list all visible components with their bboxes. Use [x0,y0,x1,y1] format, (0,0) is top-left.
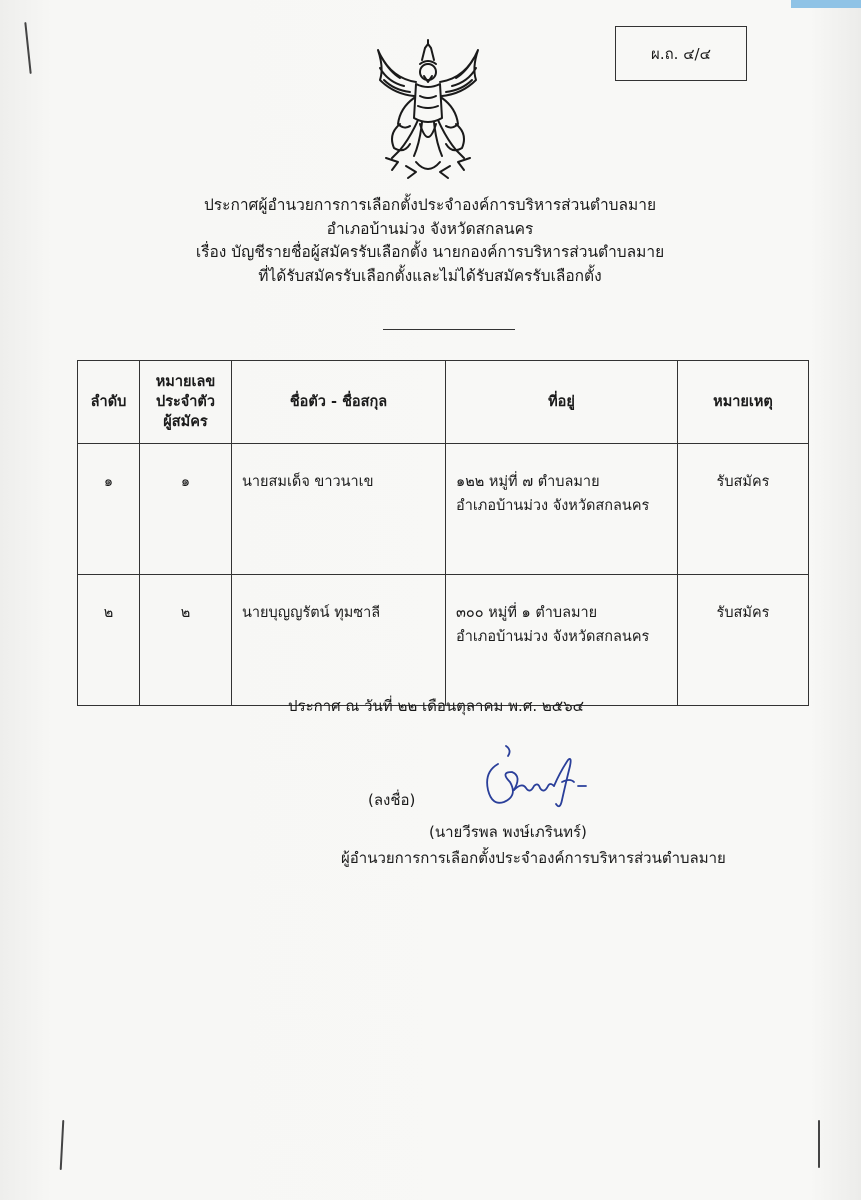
cell-order: ๑ [78,444,140,575]
col-header-order: ลำดับ [78,361,140,444]
cell-number: ๑ [140,444,232,575]
cell-address [446,575,678,706]
col-header-name: ชื่อตัว - ชื่อสกุล [232,361,446,444]
col-header-number-line: หมายเลข [155,374,216,390]
col-header-remark: หมายเหตุ [678,361,809,444]
cell-number: ๒ [140,575,232,706]
signer-title: ผู้อำนวยการการเลือกตั้งประจำองค์การบริหารส่วนตำบลมาย [341,849,726,867]
signer-name: (นายวีรพล พงษ์เภรินทร์) [429,823,587,841]
form-code-box [615,26,747,81]
header-line-3: เรื่อง บัญชีรายชื่อผู้สมัครรับเลือกตั้ง นายกองค์การบริหารส่วนตำบลมาย [195,243,665,261]
address-line: อำเภอบ้านม่วง จังหวัดสกลนคร [456,629,650,645]
cell-name: นายสมเด็จ ขาวนาเข [232,444,446,575]
table-row [78,575,809,706]
cell-remark: รับสมัคร [678,575,809,706]
header-line-2: อำเภอบ้านม่วง จังหวัดสกลนคร [326,219,534,238]
punch-mark [60,1120,65,1170]
candidate-table [77,360,809,706]
col-header-number [140,361,232,444]
punch-mark [818,1120,820,1168]
scan-edge [791,0,861,8]
col-header-address: ที่อยู่ [446,361,678,444]
address-line: อำเภอบ้านม่วง จังหวัดสกลนคร [456,498,650,514]
announcement-header [160,194,700,288]
form-code: ผ.ถ. ๔/๔ [651,44,711,63]
handwritten-signature [478,742,598,817]
cell-order: ๒ [78,575,140,706]
address-line: ๑๒๒ หมู่ที่ ๗ ตำบลมาย [456,474,600,490]
table-header-row [78,361,809,444]
cell-name: นายบุญญรัตน์ ทุมซาลี [232,575,446,706]
garuda-emblem-icon [370,38,486,180]
signature-label: (ลงชื่อ) [368,791,416,809]
col-header-number-line: ประจำตัว [156,394,215,410]
address-line: ๓๐๐ หมู่ที่ ๑ ตำบลมาย [456,605,598,621]
cell-remark: รับสมัคร [678,444,809,575]
punch-mark [24,22,31,74]
header-divider [383,329,515,330]
announcement-date: ประกาศ ณ วันที่ ๒๒ เดือนตุลาคม พ.ศ. ๒๕๖๔ [288,697,584,715]
header-line-4: ที่ได้รับสมัครรับเลือกตั้งและไม่ได้รับสมัครรับเลือกตั้ง [258,266,602,285]
cell-address [446,444,678,575]
table-row [78,444,809,575]
col-header-number-line: ผู้สมัคร [163,414,208,430]
header-line-1: ประกาศผู้อำนวยการการเลือกตั้งประจำองค์การบริหารส่วนตำบลมาย [203,196,657,214]
